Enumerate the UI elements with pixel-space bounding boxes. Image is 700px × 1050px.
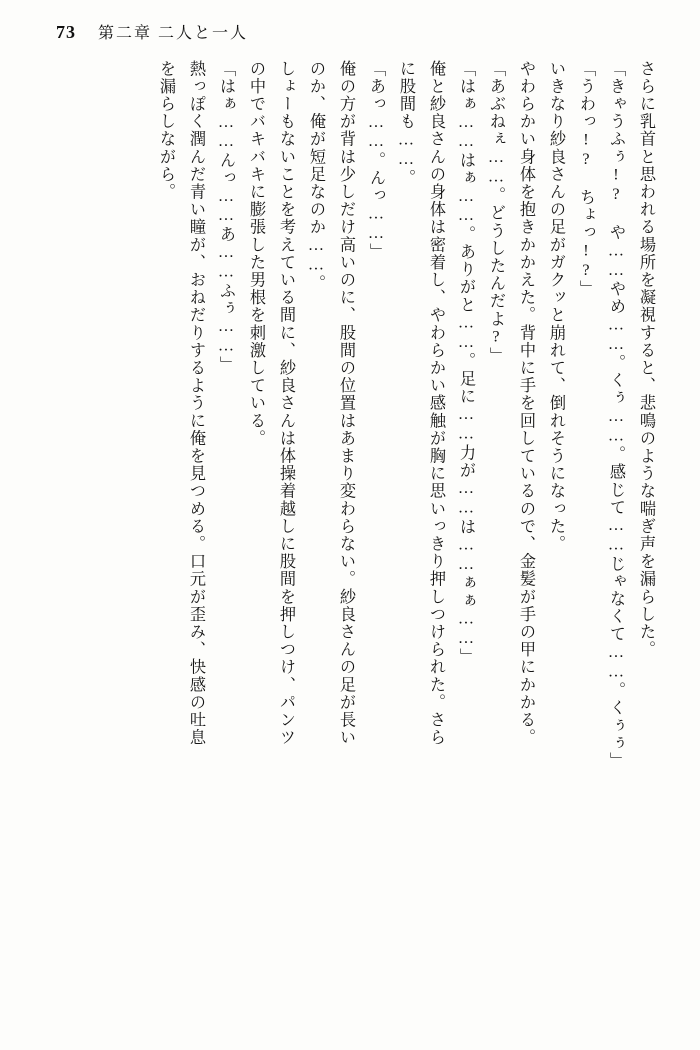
body-text <box>46 60 654 1042</box>
text-column: を漏らしながら。 <box>157 60 175 201</box>
text-column: 「あっ……。んっ……」 <box>367 60 385 261</box>
text-column: 「あぶねぇ……。どうしたんだよ?」 <box>487 60 505 365</box>
text-column: いきなり紗良さんの足がガクッと崩れて、倒れそうになった。 <box>547 60 565 553</box>
text-column: 熱っぽく潤んだ青い瞳が、おねだりするように俺を見つめる。口元が歪み、快感の吐息 <box>187 60 205 747</box>
text-column: やわらかい身体を抱きかかえた。背中に手を回しているので、金髪が手の甲にかかる。 <box>517 60 535 747</box>
text-column: しょーもないことを考えている間に、紗良さんは体操着越しに股間を押しつけ、パンツ <box>277 60 295 747</box>
text-column: のか、俺が短足なのか……。 <box>307 60 325 293</box>
text-column: 「うわっ!? ちょっ!?」 <box>577 60 595 298</box>
text-column: 俺の方が背は少しだけ高いのに、股間の位置はあまり変わらない。紗良さんの足が長い <box>337 60 355 747</box>
page-header <box>56 20 248 43</box>
page-number: 73 <box>56 22 76 42</box>
text-column: 「きゃうふぅ!? や……やめ……。くぅ……。感じて……じゃなくて……。くぅぅ」 <box>607 60 625 770</box>
text-column: 俺と紗良さんの身体は密着し、やわらかい感触が胸に思いっきり押しつけられた。さら <box>427 60 445 747</box>
text-column: 「はぁ……んっ……あ……ふぅ……」 <box>217 60 235 374</box>
text-column: さらに乳首と思われる場所を凝視すると、悲鳴のような喘ぎ声を漏らした。 <box>637 60 655 659</box>
text-column: 「はぁ……はぁ……。ありがと……。足に……力が……は……ぁぁ……」 <box>457 60 475 666</box>
text-column: に股間も……。 <box>397 60 415 187</box>
chapter-title: 第二章 二人と一人 <box>98 25 249 42</box>
text-column: の中でバキバキに膨張した男根を刺激している。 <box>247 60 265 448</box>
